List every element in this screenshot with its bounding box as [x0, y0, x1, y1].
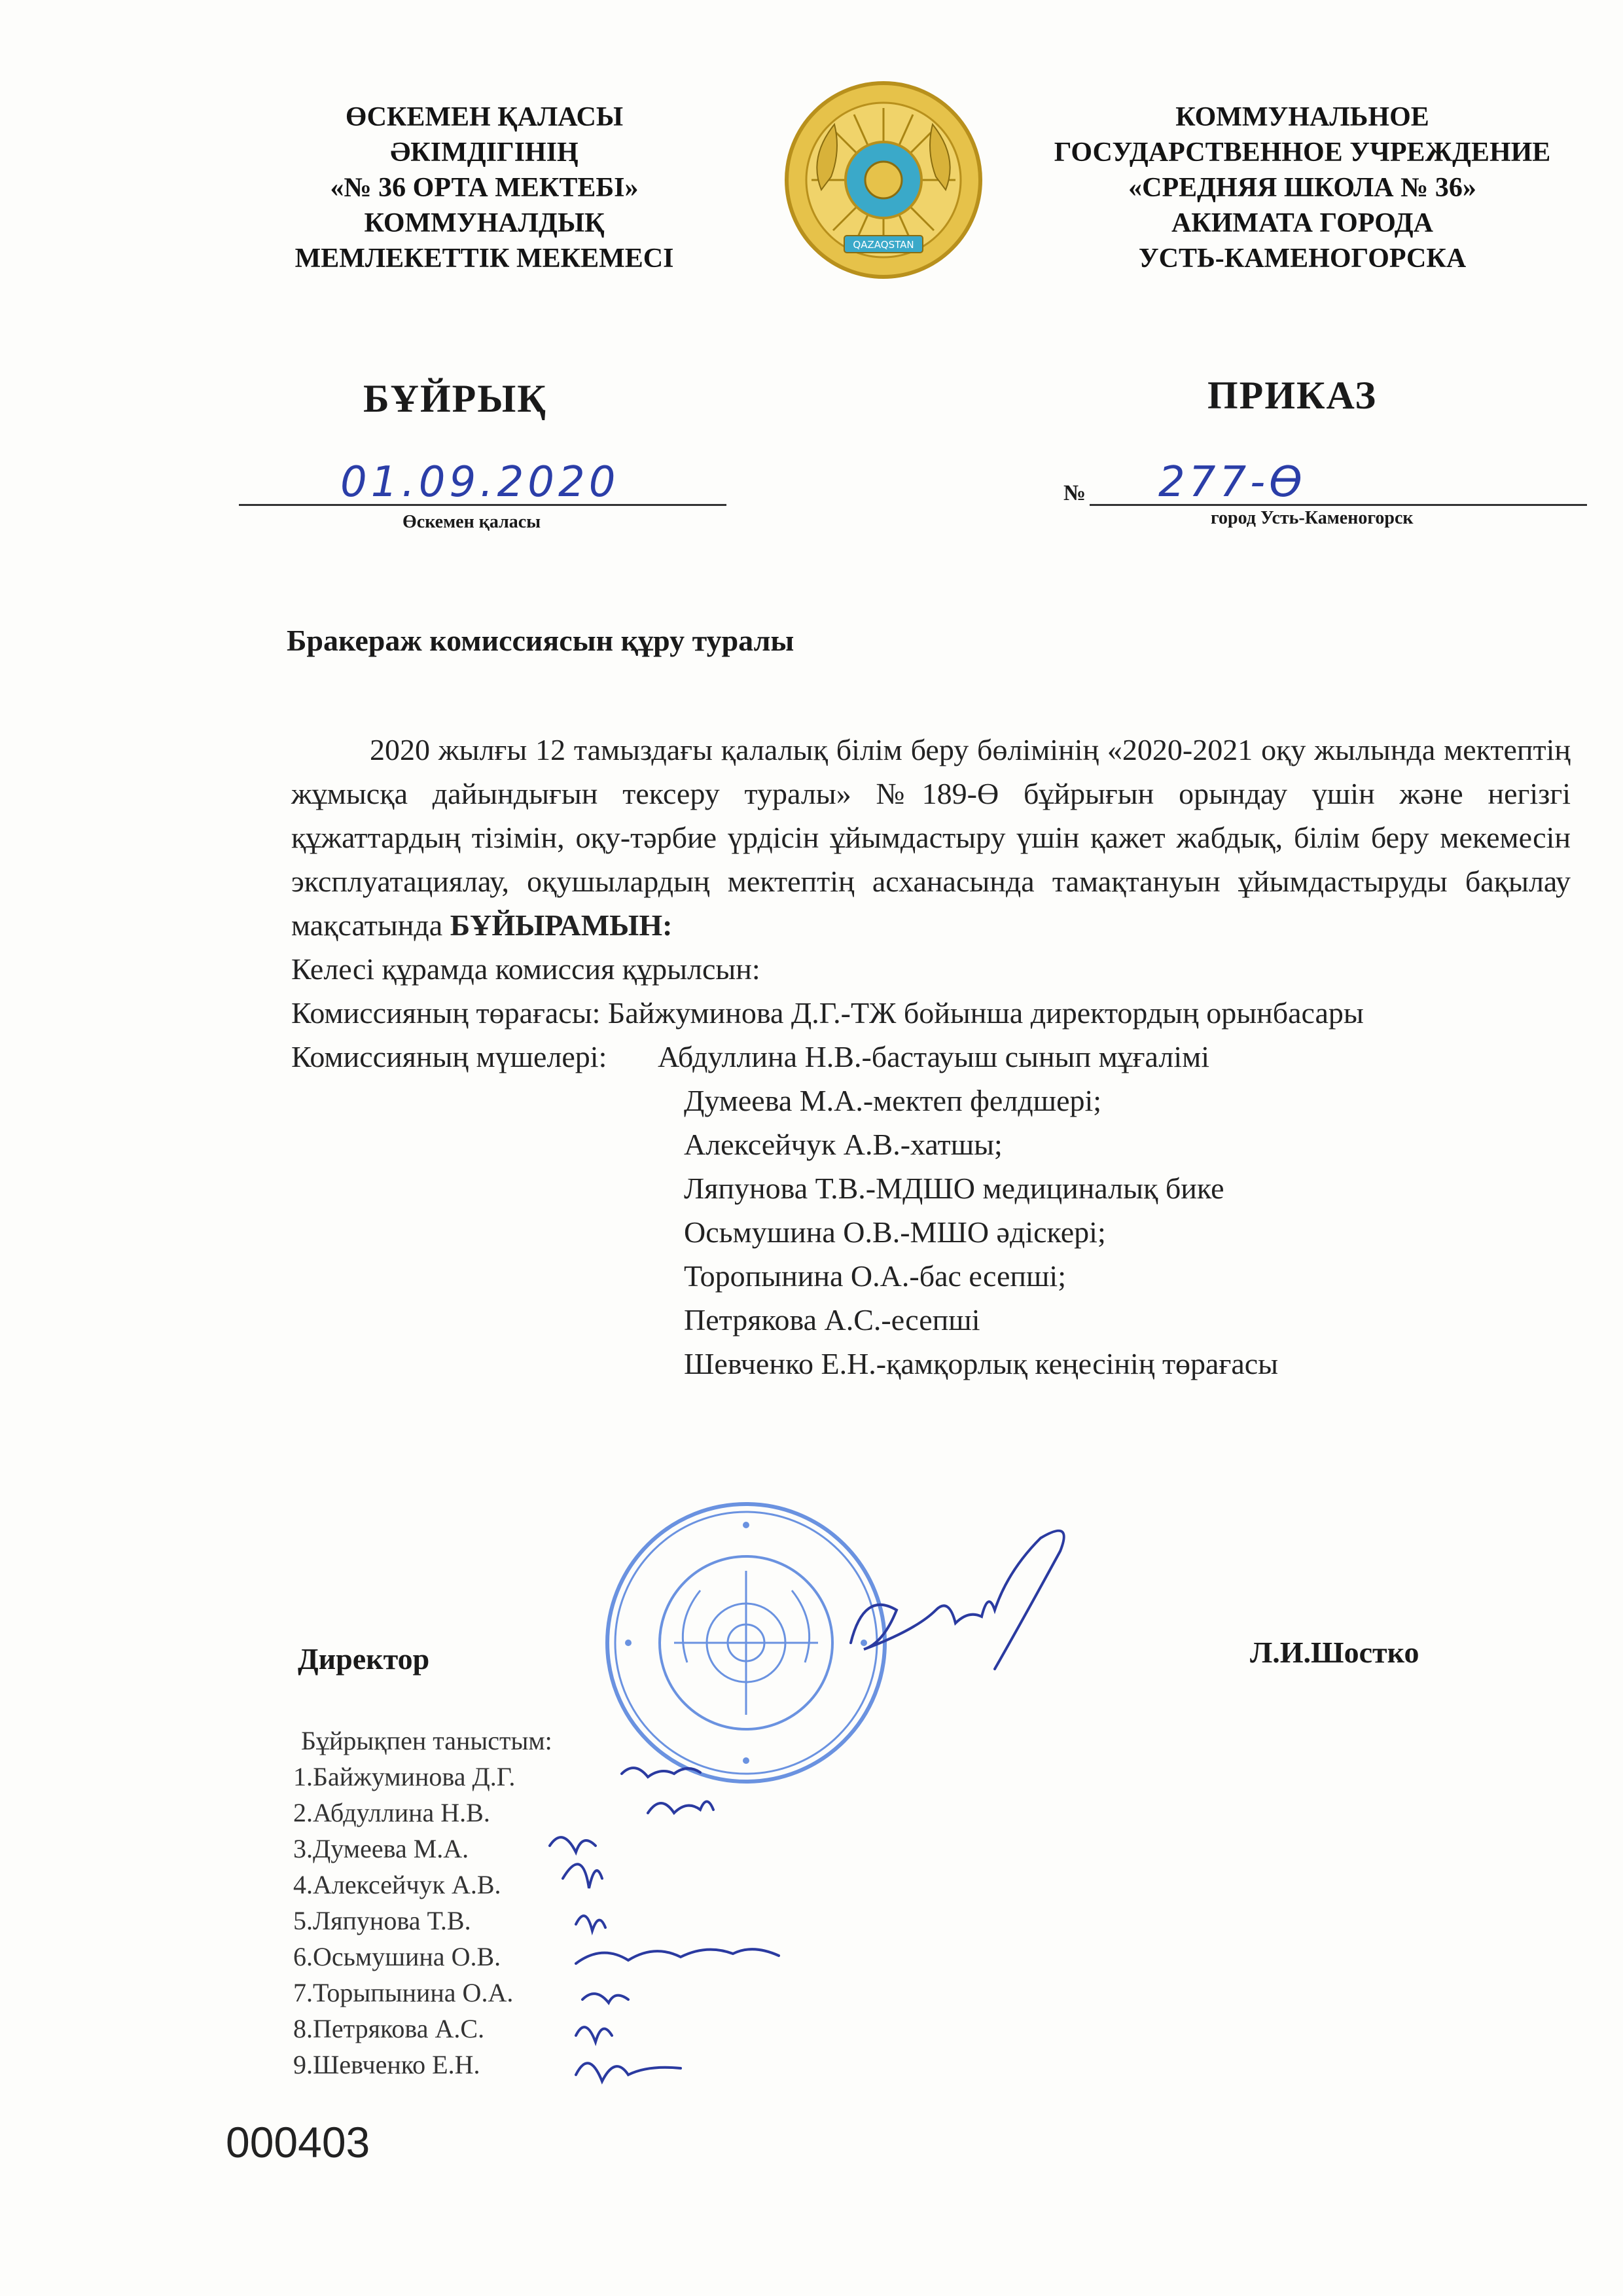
director-signature [825, 1512, 1113, 1682]
members-label: Комиссияның мүшелері: [291, 1040, 607, 1073]
number-label: № [1063, 481, 1086, 505]
member-item: Торопынина О.А.-бас есепші; [684, 1259, 1066, 1293]
header-left-line: ӨСКЕМЕН ҚАЛАСЫ [345, 102, 624, 132]
header-right-line: КОММУНАЛЬНОЕ [1175, 102, 1429, 132]
header-left-line: МЕМЛЕКЕТТІК МЕКЕМЕСІ [294, 243, 674, 274]
director-label: Директор [298, 1642, 430, 1676]
order-number: 277-Ө [1158, 458, 1306, 507]
header-right-line: ГОСУДАРСТВЕННОЕ УЧРЕЖДЕНИЕ [1054, 137, 1551, 168]
serial-number: 000403 [226, 2118, 370, 2166]
body-paragraph [291, 728, 1571, 947]
member-item: Ляпунова Т.В.-МДШО медициналық бике [684, 1172, 1224, 1205]
header-left-line: КОММУНАЛДЫҚ [364, 208, 605, 238]
commission-intro: Келесі құрамда комиссия құрылсын: [291, 952, 760, 986]
member-item: Абдуллина Н.В.-бастауыш сынып мұғалімі [658, 1040, 1210, 1073]
header-kazakh [249, 99, 720, 276]
ack-item: 6.Осьмушина О.В. [293, 1942, 501, 1971]
title-russian: ПРИКАЗ [1207, 374, 1378, 417]
date-line [239, 504, 726, 506]
member-item: Осьмушина О.В.-МШО әдіскері; [684, 1215, 1106, 1249]
order-body [291, 728, 1571, 1386]
order-subject: Бракераж комиссиясын құру туралы [287, 624, 794, 657]
header-right-line: «СРЕДНЯЯ ШКОЛА № 36» [1128, 173, 1476, 203]
ack-item: 4.Алексейчук А.В. [293, 1870, 501, 1899]
state-emblem [782, 79, 985, 281]
header-left-line: «№ 36 ОРТА МЕКТЕБІ» [330, 173, 639, 203]
title-kazakh: БҰЙРЫҚ [363, 377, 547, 420]
ack-item: 3.Думеева М.А. [293, 1834, 469, 1863]
member-item: Думеева М.А.-мектеп фелдшері; [684, 1084, 1102, 1117]
paragraph-text: 2020 жылғы 12 тамыздағы қалалық білім беру бөлімінің «2020-2021 оқу жылында мектептің жұмысқа дайындығын тексеру туралы» №189-Ө бұйрығын орындау үшін және негізгі құжаттардың тізімін, оқу-тәрбие үрдісін ұйымдастыру үшін қажет жабдық, білім беру мекемесін эксплуатациялау, оқушылардың мектептің асханасында тамақтануын ұйымдастыруды бақылау мақсатында [291, 733, 1571, 942]
member-item: Петрякова А.С.-есепші [684, 1303, 980, 1336]
ack-item: 5.Ляпунова Т.В. [293, 1906, 471, 1935]
left-city: Өскемен қаласы [402, 512, 541, 532]
ack-item: 9.Шевченко Е.Н. [293, 2050, 480, 2079]
order-word: БҰЙЫРАМЫН: [450, 908, 673, 942]
svg-text:QAZAQSTAN: QAZAQSTAN [853, 239, 914, 251]
members-list [658, 1035, 1571, 1386]
order-date: 01.09.2020 [340, 458, 620, 507]
member-item: Шевченко Е.Н.-қамқорлық кеңесінің төрағасы [684, 1347, 1279, 1380]
header-right-line: УСТЬ-КАМЕНОГОРСКА [1138, 243, 1467, 274]
ack-signatures [537, 1748, 851, 2114]
ack-item: 1.Байжуминова Д.Г. [293, 1762, 516, 1791]
header-left-line: ӘКІМДІГІНІҢ [390, 137, 579, 168]
header-right-line: АКИМАТА ГОРОДА [1171, 208, 1434, 238]
ack-item: 2.Абдуллина Н.В. [293, 1798, 490, 1827]
ack-label: Бұйрықпен таныстым: [301, 1726, 552, 1755]
ack-item: 7.Торыпынина О.А. [293, 1978, 514, 2007]
members-block [291, 1035, 1571, 1386]
number-line [1090, 504, 1587, 506]
member-item: Алексейчук А.В.-хатшы; [684, 1128, 1003, 1161]
acknowledgement [293, 1723, 552, 2083]
right-city: город Усть-Каменогорск [1211, 508, 1414, 528]
director-name: Л.И.Шостко [1250, 1636, 1419, 1669]
commission-chair: Комиссияның төрағасы: Байжуминова Д.Г.-ТЖ бойынша директордың орынбасары [291, 996, 1364, 1030]
header-russian [1021, 99, 1584, 276]
ack-item: 8.Петрякова А.С. [293, 2014, 485, 2043]
